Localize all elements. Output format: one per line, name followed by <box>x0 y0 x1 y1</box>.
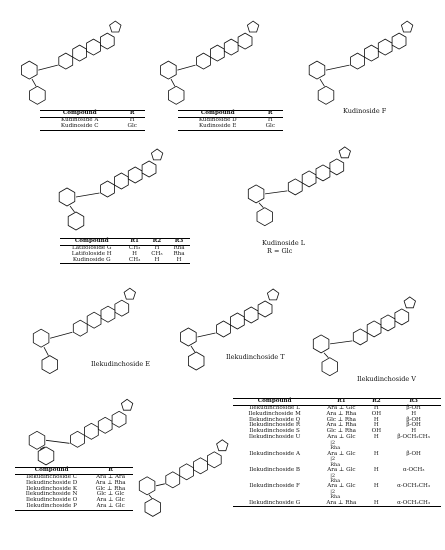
structure-kudinoside-l <box>230 135 375 230</box>
ring <box>381 315 395 331</box>
table-row: |2 <box>330 472 336 479</box>
table-row: Ilekudinchoside S Glc ⊥ Rha OH H <box>249 428 417 435</box>
glycosidic-bond <box>324 353 328 358</box>
sugar-ring <box>22 61 38 79</box>
table-row: Kudinoside D H <box>198 116 273 123</box>
lactone-ring <box>217 440 228 451</box>
ring <box>224 39 238 55</box>
table-row: Latifoloside H H CH₃ Rha <box>71 250 185 257</box>
sugar-ring <box>248 185 264 203</box>
sugar-ring <box>318 86 334 104</box>
skeleton <box>313 297 415 376</box>
ring <box>101 181 115 197</box>
skeleton <box>161 21 259 104</box>
sugar-ring <box>33 329 49 347</box>
lactone-ring <box>124 288 135 299</box>
skeleton <box>248 147 350 226</box>
ring <box>180 464 194 480</box>
col-header: Compound <box>15 468 88 475</box>
ring <box>244 307 258 323</box>
table-row: Ilekudinchoside U Ara ⊥ Glc H β-OCH₂CH₃ <box>248 434 430 441</box>
ring <box>73 320 87 336</box>
ring <box>87 312 101 328</box>
table-row: Ilekudinchoside M Ara ⊥ Rha OH H <box>248 410 417 417</box>
structure-latifoloside-g-h <box>40 135 190 235</box>
label-ilekudinchoside-v: Ilekudinchoside V <box>357 375 416 383</box>
table-row: Rha <box>330 477 341 484</box>
ring <box>330 159 344 175</box>
col-header: R1 <box>123 239 145 246</box>
table-row: Ilekudinchoside O Ara ⊥ Glc <box>25 497 125 504</box>
ring <box>364 45 378 61</box>
table-row: Ilekudinchoside A Ara ⊥ Glc H β-OH <box>249 450 421 457</box>
glycosidic-bond <box>330 341 352 344</box>
glycosidic-bond <box>259 203 263 208</box>
ring <box>101 306 115 322</box>
sugar-ring <box>29 431 45 449</box>
label-kudinoside-l: Kudinoside L <box>262 239 306 247</box>
sugar-ring <box>38 447 54 465</box>
skeleton <box>139 440 228 517</box>
table-row: Ilekudinchoside L Ara ⊥ Glc H β-OH <box>249 404 421 411</box>
ring <box>98 417 112 433</box>
glycosidic-bond <box>70 206 75 212</box>
table-kudinoside-a-c <box>40 110 145 131</box>
structure-kudinoside-a-c <box>5 5 140 110</box>
ring <box>114 173 128 189</box>
label-ilekudinchoside-e: Ilekudinchoside E <box>91 360 151 368</box>
col-header: Compound <box>178 111 258 118</box>
ring <box>115 300 129 316</box>
ring <box>302 171 316 187</box>
table-row: |2 <box>330 489 336 496</box>
table-row: Ilekudinchoside Q Glc ⊥ Rha H β-OH <box>248 416 421 423</box>
col-header: R <box>258 111 283 118</box>
structure-kudinoside-d-e <box>145 5 275 110</box>
lactone-ring <box>339 147 350 158</box>
glycosidic-bond <box>38 65 58 70</box>
table-row: Rha <box>330 445 341 452</box>
ring <box>71 431 85 447</box>
table-row: Ilekudinchoside R Ara ⊥ Rha H β-OH <box>249 422 421 429</box>
lactone-ring <box>247 21 258 32</box>
table-row: Ilekudinchoside K Glc ⊥ Rha <box>26 485 126 492</box>
table-row: Kudinoside A H <box>61 116 135 123</box>
ring <box>392 33 406 49</box>
ring <box>316 165 330 181</box>
ring <box>353 329 367 345</box>
ring <box>84 423 98 439</box>
sugar-ring <box>59 188 75 206</box>
label-kudinoside-f: Kudinoside F <box>343 107 387 115</box>
col-header: R2 <box>366 399 386 406</box>
sugar-ring <box>168 86 184 104</box>
ring <box>73 45 87 61</box>
table-row: Latifoloside G CH₃ H Rha <box>72 244 185 251</box>
table-kudinoside-d-e <box>178 110 283 131</box>
ring <box>194 458 208 474</box>
col-header: Compound <box>60 239 123 246</box>
ring <box>367 321 381 337</box>
label-ilekudinchoside-t: Ilekudinchoside T <box>226 353 285 361</box>
ring <box>128 167 142 183</box>
lactone-ring <box>110 21 121 32</box>
ring <box>217 321 231 337</box>
ring <box>238 33 252 49</box>
sugar-ring <box>322 358 338 376</box>
ring <box>59 53 73 69</box>
sugar-ring <box>145 498 161 516</box>
col-header: Compound <box>40 111 119 118</box>
sugar-ring <box>181 328 197 346</box>
sugar-ring <box>188 352 204 370</box>
table-row: Ilekudinchoside B Ara ⊥ Glc H α-OCH₃ <box>249 466 425 473</box>
glycosidic-bond <box>32 79 36 86</box>
glycosidic-bond <box>171 79 175 86</box>
sugar-ring <box>42 356 58 374</box>
table-ilekudinchoside-c-p <box>15 467 133 511</box>
sugar-ring <box>30 86 46 104</box>
glycosidic-bond <box>44 347 48 355</box>
skeleton <box>22 21 122 104</box>
ring <box>166 472 180 488</box>
col-header: R <box>119 111 145 118</box>
sugar-ring <box>313 335 329 353</box>
ring <box>112 411 126 427</box>
lactone-ring <box>267 289 278 300</box>
ring <box>87 39 101 55</box>
table-row: Rha <box>330 494 341 501</box>
lactone-ring <box>401 21 412 32</box>
col-header: R2 <box>146 239 168 246</box>
glycosidic-bond <box>156 484 165 486</box>
lactone-ring <box>121 399 132 410</box>
ring <box>207 452 221 468</box>
glycosidic-bond <box>149 495 152 499</box>
table-row: Rha <box>330 461 341 468</box>
ring <box>197 53 211 69</box>
glycosidic-bond <box>320 79 325 86</box>
sugar-ring <box>68 212 84 230</box>
col-header: R3 <box>168 239 190 246</box>
structure-ilekudinchoside-v <box>295 285 440 380</box>
ring <box>210 45 224 61</box>
lactone-ring <box>151 149 162 160</box>
table-ilekudinchoside-l-g <box>233 398 441 507</box>
glycosidic-bond <box>46 440 70 443</box>
ring <box>142 161 156 177</box>
ring <box>288 179 302 195</box>
ring <box>378 39 392 55</box>
sugar-ring <box>309 61 325 79</box>
table-row: Ilekudinchoside N Glc ⊥ Glc <box>25 491 125 498</box>
lactone-ring <box>404 297 415 308</box>
glycosidic-bond <box>76 193 100 197</box>
table-row: Ilekudinchoside G Ara ⊥ Rha H α-OCH₂CH₃ <box>233 501 441 507</box>
table-row: Ilekudinchoside P Ara ⊥ Glc <box>15 504 133 510</box>
label-kudinoside-l-r: R = Glc <box>267 247 293 255</box>
col-header: R3 <box>386 399 441 406</box>
table-row: Ilekudinchoside D Ara ⊥ Rha <box>26 479 126 486</box>
sugar-ring <box>161 61 177 79</box>
table-row: |2 <box>330 440 336 447</box>
glycosidic-bond <box>265 191 287 194</box>
glycosidic-bond <box>326 65 350 70</box>
table-row: Kudinoside C Glc <box>40 124 145 130</box>
table-row: Kudinoside G CH₃ H H <box>60 258 190 264</box>
skeleton <box>29 399 133 465</box>
glycosidic-bond <box>191 346 195 352</box>
table-row: |2 <box>330 456 336 463</box>
structure-ilekudinchoside-l-group <box>130 430 225 520</box>
sugar-ring <box>139 477 155 495</box>
ring <box>395 309 409 325</box>
col-header: Compound <box>233 399 316 406</box>
table-row: Ilekudinchoside F Ara ⊥ Glc H α-OCH₂CH₃ <box>249 483 431 490</box>
glycosidic-bond <box>50 332 72 338</box>
ring <box>230 313 244 329</box>
structure-kudinoside-f <box>290 5 440 110</box>
table-row: Kudinoside E Glc <box>178 124 283 130</box>
ring <box>351 53 365 69</box>
table-row: Ilekudinchoside C Ara ⊥ Ara <box>26 473 126 480</box>
skeleton <box>309 21 413 104</box>
table-latifoloside <box>60 238 190 264</box>
skeleton <box>59 149 163 230</box>
glycosidic-bond <box>197 333 215 337</box>
glycosidic-bond <box>177 65 195 70</box>
ring <box>100 33 114 49</box>
col-header: R1 <box>316 399 366 406</box>
ring <box>258 301 272 317</box>
sugar-ring <box>257 208 273 226</box>
col-header: R <box>88 468 133 475</box>
